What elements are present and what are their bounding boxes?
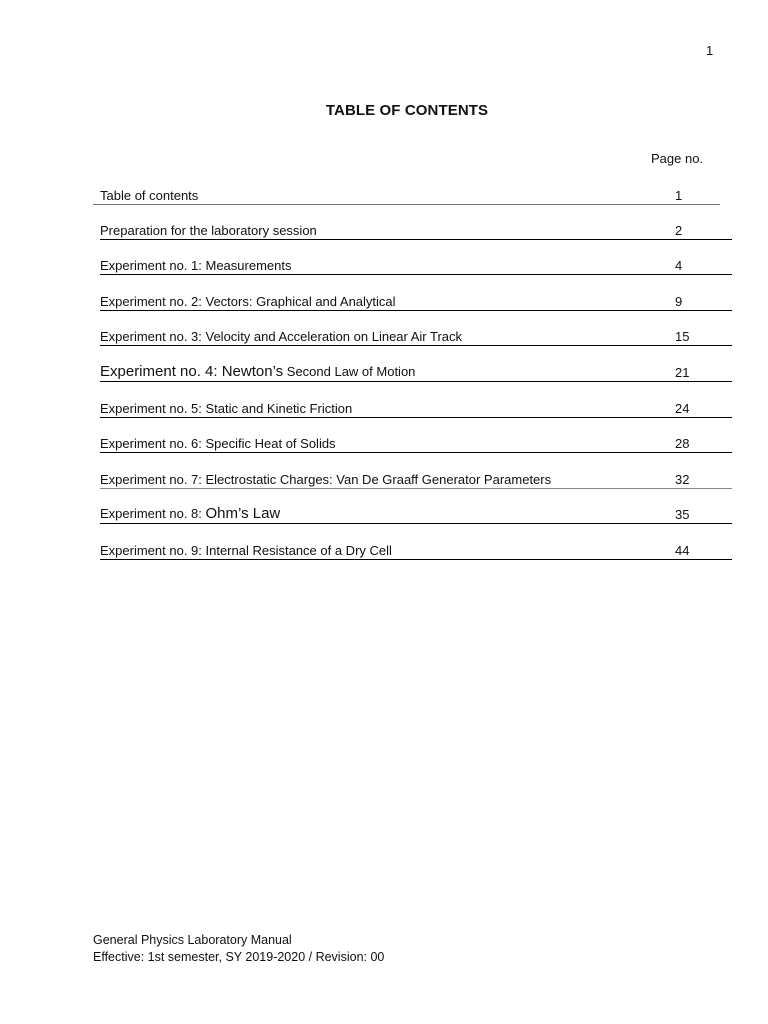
- toc-entry-label-part: Experiment no. 8:: [100, 506, 206, 521]
- toc-entry: [100, 432, 732, 453]
- footer-manual-title: General Physics Laboratory Manual: [93, 933, 292, 947]
- toc-entry-page: 44: [675, 543, 690, 558]
- toc-entry: [100, 361, 732, 382]
- toc-entry: [100, 219, 732, 240]
- toc-entry-label: Experiment no. 2: Vectors: Graphical and Analytical: [100, 294, 396, 309]
- toc-entry-page: 9: [675, 294, 683, 309]
- footer-revision-info: Effective: 1st semester, SY 2019-2020 / Revision: 00: [93, 950, 385, 964]
- toc-entry: [100, 254, 732, 275]
- toc-entry: [100, 468, 732, 489]
- toc-entry-page: 32: [675, 472, 690, 487]
- page-column-header: Page no.: [651, 151, 704, 166]
- page-number: 1: [706, 43, 714, 58]
- toc-entry-label: Experiment no. 9: Internal Resistance of a Dry Cell: [100, 543, 392, 558]
- toc-entry-label: Preparation for the laboratory session: [100, 223, 317, 238]
- toc-entry-label: Experiment no. 5: Static and Kinetic Friction: [100, 401, 353, 416]
- toc-entry-page: 28: [675, 436, 690, 451]
- toc-entry: [100, 539, 732, 560]
- toc-entry-label: [100, 363, 415, 380]
- toc-entry: [100, 290, 732, 311]
- toc-entry-label: Experiment no. 6: Specific Heat of Solids: [100, 436, 336, 451]
- toc-entry-page: 15: [675, 329, 690, 344]
- toc-entry-label: Experiment no. 3: Velocity and Acceleration on Linear Air Track: [100, 329, 463, 344]
- toc-entry-page: 1: [675, 188, 683, 203]
- toc-entry: [100, 397, 732, 418]
- toc-entry-page: 24: [675, 401, 690, 416]
- toc-entry-page: 2: [675, 223, 683, 238]
- toc-entry-page: 4: [675, 258, 683, 273]
- toc-entry-label: Table of contents: [100, 188, 199, 203]
- toc-entry-page: 21: [675, 365, 690, 380]
- toc-entry-label-part: Experiment no. 4: Newton’s: [100, 363, 284, 380]
- page-title: TABLE OF CONTENTS: [325, 102, 489, 119]
- toc-entry-label-part: Ohm’s Law: [205, 505, 281, 522]
- toc-entry-label-part: Second Law of Motion: [283, 364, 416, 379]
- toc-entry-label: Experiment no. 7: Electrostatic Charges: Van De Graaff Generator Parameters: [100, 472, 552, 487]
- toc-entry-label: [100, 505, 280, 522]
- toc-entry: [100, 325, 732, 346]
- toc-entry-label: Experiment no. 1: Measurements: [100, 258, 292, 273]
- toc-entry: [100, 503, 732, 524]
- toc-entry: [93, 184, 720, 205]
- page-footer: [93, 932, 384, 966]
- toc-entry-page: 35: [675, 507, 690, 522]
